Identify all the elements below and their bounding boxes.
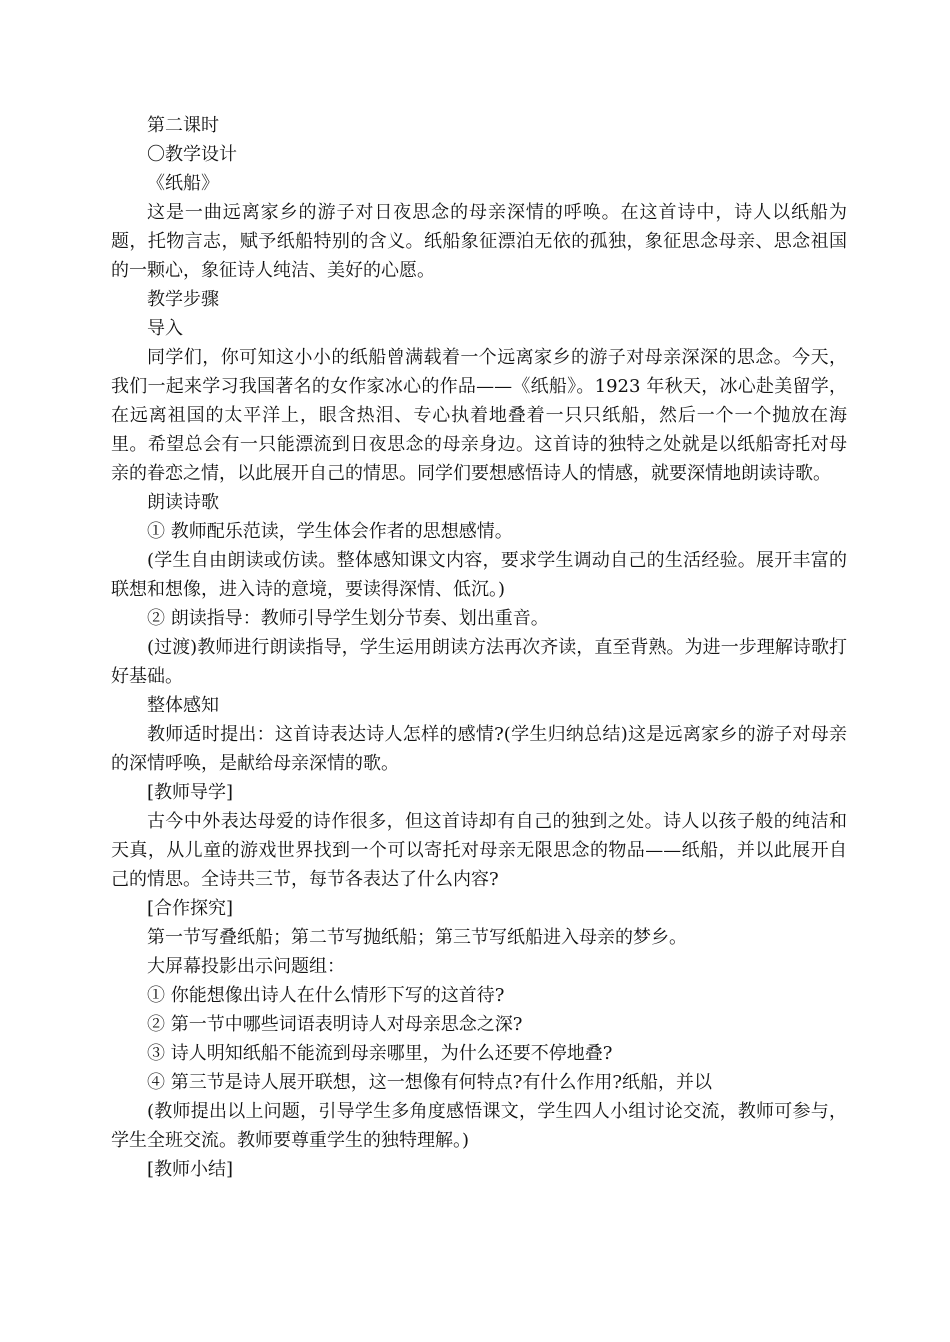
reading-step-2: ② 朗读指导：教师引导学生划分节奏、划出重音。 [147,608,549,629]
overall-paragraph: 教师适时提出：这首诗表达诗人怎样的感情?(学生归纳总结)这是远离家乡的游子对母亲的深情呼唤，是献给母亲深情的歌。 [111,724,847,774]
section-heading-design: 〇教学设计 [147,144,237,165]
subheading-lead-in: 导入 [147,318,183,339]
poem-title: 《纸船》 [147,173,219,194]
section-heading-steps: 教学步骤 [147,289,219,310]
cooperative-answer: 第一节写叠纸船；第二节写抛纸船；第三节写纸船进入母亲的梦乡。 [147,927,687,948]
question-3: ③ 诗人明知纸船不能流到母亲哪里，为什么还要不停地叠? [147,1043,613,1064]
subheading-overall: 整体感知 [147,695,219,716]
subheading-reading: 朗读诗歌 [147,492,219,513]
reading-note-1: (学生自由朗读或仿读。整体感知课文内容，要求学生调动自己的生活经验。展开丰富的联想和想像，进入诗的意境，要读得深情、低沉。) [111,550,847,600]
intro-paragraph: 这是一曲远离家乡的游子对日夜思念的母亲深情的呼唤。在这首诗中，诗人以纸船为题，托物言志，赋予纸船特别的含义。纸船象征漂泊无依的孤独，象征思念母亲、思念祖国的一颗心，象征诗人纯洁、美好的心愿。 [111,202,847,281]
question-1: ① 你能想像出诗人在什么情形下写的这首待? [147,985,505,1006]
question-4: ④ 第三节是诗人展开联想，这一想像有何特点?有什么作用?纸船，并以 [147,1072,713,1093]
document-page [111,111,847,1184]
screen-question-intro: 大屏幕投影出示问题组： [147,956,345,977]
question-2: ② 第一节中哪些词语表明诗人对母亲思念之深? [147,1014,523,1035]
guide-paragraph: 古今中外表达母爱的诗作很多，但这首诗却有自己的独到之处。诗人以孩子般的纯洁和天真，从儿童的游戏世界找到一个可以寄托对母亲无限思念的物品——纸船，并以此展开自己的情思。全诗共三节，每节各表达了什么内容? [111,811,847,890]
label-teacher-guide: [教师导学] [147,782,234,803]
lesson-heading: 第二课时 [147,115,219,136]
label-teacher-summary: [教师小结] [147,1159,234,1180]
reading-transition: (过渡)教师进行朗读指导，学生运用朗读方法再次齐读，直至背熟。为进一步理解诗歌打好基础。 [111,637,847,687]
reading-step-1: ① 教师配乐范读，学生体会作者的思想感情。 [147,521,513,542]
lead-in-paragraph: 同学们，你可知这小小的纸船曾满载着一个远离家乡的游子对母亲深深的思念。今天，我们一起来学习我国著名的女作家冰心的作品——《纸船》。1923 年秋天，冰心赴美留学，在远离祖国的太平洋上，眼含热泪、专心执着地叠着一只只纸船，然后一个一个抛放在海里。希望总会有一只能漂流到日夜思念的母亲身边。这首诗的独特之处就是以纸船寄托对母亲的眷恋之情，以此展开自己的情思。同学们要想感悟诗人的情感，就要深情地朗读诗歌。 [111,347,847,484]
discussion-note: (教师提出以上问题，引导学生多角度感悟课文，学生四人小组讨论交流，教师可参与，学生全班交流。教师要尊重学生的独特理解。) [111,1101,847,1151]
label-cooperative: [合作探究] [147,898,234,919]
